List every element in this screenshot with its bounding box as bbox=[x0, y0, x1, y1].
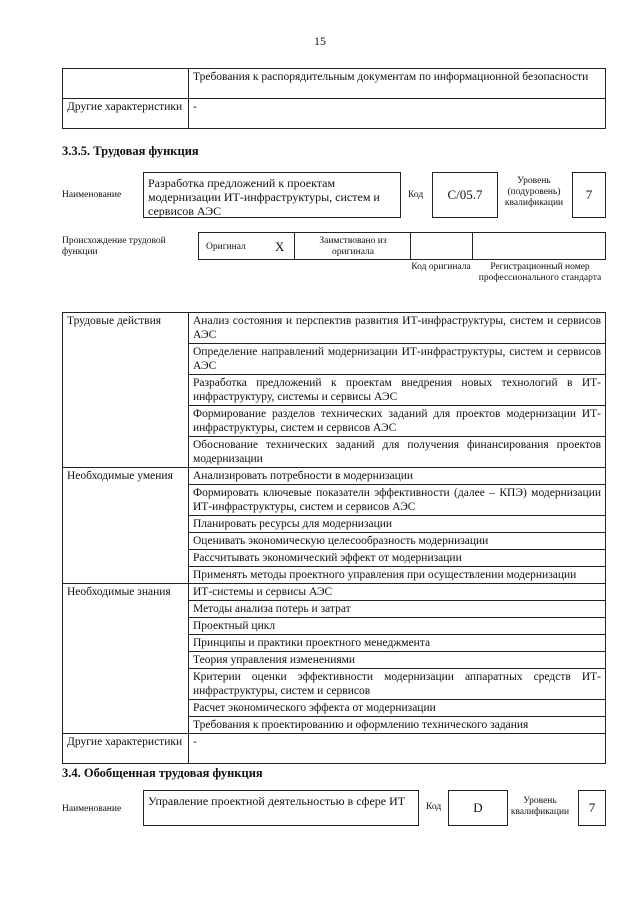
origin-divider-2 bbox=[410, 232, 411, 260]
reg-number-label: Регистрационный номер профессионального стандарта bbox=[478, 262, 602, 283]
skill-item: Анализировать потребности в модернизации bbox=[189, 468, 606, 485]
origin-divider-3 bbox=[472, 232, 473, 260]
name-label: Наименование bbox=[62, 190, 122, 200]
level-box: 7 bbox=[572, 172, 606, 218]
level-box-34: 7 bbox=[578, 790, 606, 826]
section-34-heading: 3.4. Обобщенная трудовая функция bbox=[62, 766, 263, 780]
original-label: Оригинал bbox=[206, 242, 246, 252]
code-label: Код bbox=[408, 190, 424, 200]
code-original-label: Код оригинала bbox=[411, 262, 471, 272]
skill-item: Рассчитывать экономический эффект от модернизации bbox=[189, 550, 606, 567]
action-item: Формирование разделов технических заданий для проектов модернизации ИТ-инфраструктуры, систем и сервисов АЭС bbox=[189, 406, 606, 437]
page-number: 15 bbox=[314, 34, 326, 48]
function-table bbox=[62, 312, 606, 764]
knowledge-label: Необходимые знания bbox=[63, 584, 189, 734]
top-table-requirement: Требования к распорядительным документам по информационной безопасности bbox=[189, 69, 606, 99]
skill-item: Планировать ресурсы для модернизации bbox=[189, 516, 606, 533]
origin-label: Происхождение трудовой функции bbox=[62, 236, 166, 257]
name-label-34: Наименование bbox=[62, 804, 122, 814]
section-335-heading: 3.3.5. Трудовая функция bbox=[62, 144, 199, 158]
code-box: C/05.7 bbox=[432, 172, 498, 218]
knowledge-item: Методы анализа потерь и затрат bbox=[189, 601, 606, 618]
level-label-34: Уровень квалификации bbox=[510, 796, 570, 817]
action-item: Разработка предложений к проектам внедрения новых технологий в ИТ-инфраструктуру, системы и сервисы АЭС bbox=[189, 375, 606, 406]
top-table bbox=[62, 68, 606, 129]
actions-label: Трудовые действия bbox=[63, 313, 189, 468]
code-label-34: Код bbox=[426, 802, 442, 812]
code-box-34: D bbox=[448, 790, 508, 826]
knowledge-item: ИТ-системы и сервисы АЭС bbox=[189, 584, 606, 601]
other-value: - bbox=[189, 734, 606, 764]
action-item: Определение направлений модернизации ИТ-инфраструктуры, систем и сервисов АЭС bbox=[189, 344, 606, 375]
level-label: Уровень (подуровень) квалификации bbox=[504, 176, 564, 208]
generalized-name-box: Управление проектной деятельностью в сфере ИТ bbox=[143, 790, 419, 826]
skills-label: Необходимые умения bbox=[63, 468, 189, 584]
skill-item: Применять методы проектного управления при осуществлении модернизации bbox=[189, 567, 606, 584]
action-item: Анализ состояния и перспектив развития ИТ-инфраструктуры, систем и сервисов АЭС bbox=[189, 313, 606, 344]
borrowed-label: Заимствовано из оригинала bbox=[319, 236, 387, 257]
top-table-empty-cell bbox=[63, 69, 189, 99]
knowledge-item: Расчет экономического эффекта от модернизации bbox=[189, 700, 606, 717]
function-name-box: Разработка предложений к проектам модернизации ИТ-инфраструктуры, систем и сервисов АЭС bbox=[143, 172, 401, 218]
action-item: Обоснование технических заданий для получения финансирования проектов модернизации bbox=[189, 437, 606, 468]
knowledge-item: Критерии оценки эффективности модернизации аппаратных средств ИТ-инфраструктуры, систем и сервисов bbox=[189, 669, 606, 700]
knowledge-item: Проектный цикл bbox=[189, 618, 606, 635]
other-label: Другие характеристики bbox=[63, 734, 189, 764]
skill-item: Формировать ключевые показатели эффективности (далее – КПЭ) модернизации ИТ-инфраструктуры, систем и сервисов АЭС bbox=[189, 485, 606, 516]
knowledge-item: Принципы и практики проектного менеджмента bbox=[189, 635, 606, 652]
knowledge-item: Требования к проектированию и оформлению технического задания bbox=[189, 717, 606, 734]
top-table-other-label: Другие характеристики bbox=[63, 99, 189, 129]
top-table-other-value: - bbox=[189, 99, 606, 129]
skill-item: Оценивать экономическую целесообразность модернизации bbox=[189, 533, 606, 550]
original-mark: X bbox=[275, 239, 285, 254]
knowledge-item: Теория управления изменениями bbox=[189, 652, 606, 669]
origin-divider bbox=[294, 232, 295, 260]
